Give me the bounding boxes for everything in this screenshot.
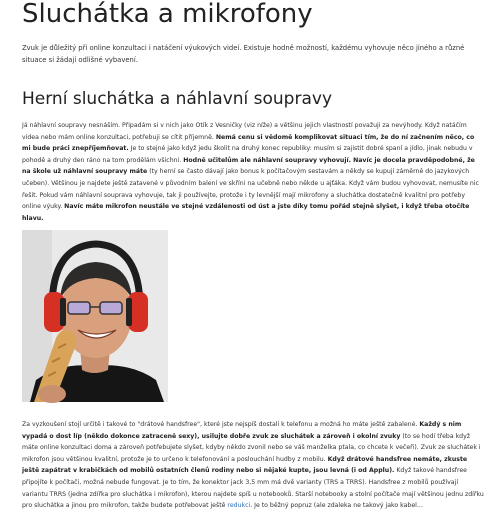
p1-text-1: Já náhlavní soupravy nesnáším. Připadám si v nich jako Otík z Vesničky (viz níže) a většinu jejich vlastností považuji za nevýhody. Když natáčím videa nebo mám online konzultaci, potřebuji se cítit příjemně. bbox=[22, 122, 467, 141]
p2-bold-1: Každý s nim vypadá o dost líp (někdo dokonce zatraceně sexy), usilujte dobře zvuk ze sluchátek a zároveň i okolní zvuky bbox=[22, 421, 462, 440]
p2-text-4: . Je to běžný popruz (ale zdaleka ne takový jako kabel... bbox=[250, 502, 423, 510]
man-with-ear-muffs-photo bbox=[22, 230, 168, 402]
p2-text-2: (to se hodí třeba když máte online konzultaci doma a zároveň potřebujete slyšet, kdyby někdo zvonil nebo se váš manželka ptala, co chcete k večeři). Zvuk ze sluchátek i mikrofon jsou většinou kvalitní, protože je to určeno k telefonování a poslouchání hudby z mobilu. bbox=[22, 432, 481, 463]
p1-bold-2: Hodně učitelům ale náhlavní soupravy vyhovují. Navíc je docela pravděpodobné, že na škole už náhlavní soupravy máte bbox=[22, 156, 475, 176]
p2-bold-2: Když drátové handsfree nemáte, zkuste ještě zapátrat v krabičkách od mobilů ostatních členů rodiny nebo si nějaké kupte, jsou levná (i od Applu). bbox=[22, 455, 468, 475]
section-title: Herní sluchátka a náhlavní soupravy bbox=[22, 89, 333, 109]
p1-bold-1: Nemá cenu si vědomě komplikovat situaci tím, že do ní začnením něco, co mi bude práci znepříjemňovat. bbox=[22, 133, 475, 153]
p1-text-2: Je to stejné jako když jedu školit na druhý konec republiky: musím si zajistit dobré spaní a jídlo, jinak nebudu v pohodě a druhý den ráno na tom prodělám všichni. bbox=[22, 145, 473, 164]
intro-paragraph: Zvuk je důležitý při online konzultaci i natáčení výukových videí. Existuje hodně možností, každému vyhovuje něco jiného a různé situace si žádají odlišné vybavení. bbox=[22, 44, 465, 64]
paragraph-handsfree bbox=[22, 419, 484, 512]
p2-text-1: Za vyzkoušení stojí určitě i takové to "drátové handsfree", které jste nejspíš dostali k telefonu a možná ho máte ještě zabalené. bbox=[22, 421, 420, 428]
photo-illustration bbox=[22, 230, 168, 402]
page-title: Sluchátka a mikrofony bbox=[22, 0, 313, 29]
paragraph-headsets bbox=[22, 120, 484, 224]
reduction-link[interactable]: redukci bbox=[227, 502, 251, 510]
p1-text-3: (ty herní se často dávají jako bonus k počítačovým sestavám a někdy se kupují záměrně do jazykových učeben). Většinou je najdete ještě zatavené v původním balení ve skříni na učebně nebo někde u ajťáka. Když vám budou vyhovovat, nemusíte nic řešit. Pokud vám náhlavní souprava vyhovuje, tak ji používejte, protože i ty levnější mají mikrofony a sluchátka dostatečně kvalitní pro potřeby online výuky. bbox=[22, 168, 479, 211]
p1-bold-3: Navíc máte mikrofon neustále ve stejné vzdálenosti od úst a jste díky tomu pořád stejně slyšet, i když třeba otočíte hlavu. bbox=[22, 203, 470, 222]
p2-text-3: Když takové handsfree připojíte k počítači, možná nebude fungovat. Je to tím, že konektor jack 3,5 mm má dvě varianty (TRS a TRRS). Handsfree z mobilů používají variantu TRRS (jedna zdířka pro sluchátka i mikrofon), kterou najdete spíš u notebooků. Starší notebooky a stolní počítače mají většinou jednu zdířku pro sluchátka a jinou pro mikrofon, takže budete potřebovat ještě bbox=[22, 467, 484, 510]
